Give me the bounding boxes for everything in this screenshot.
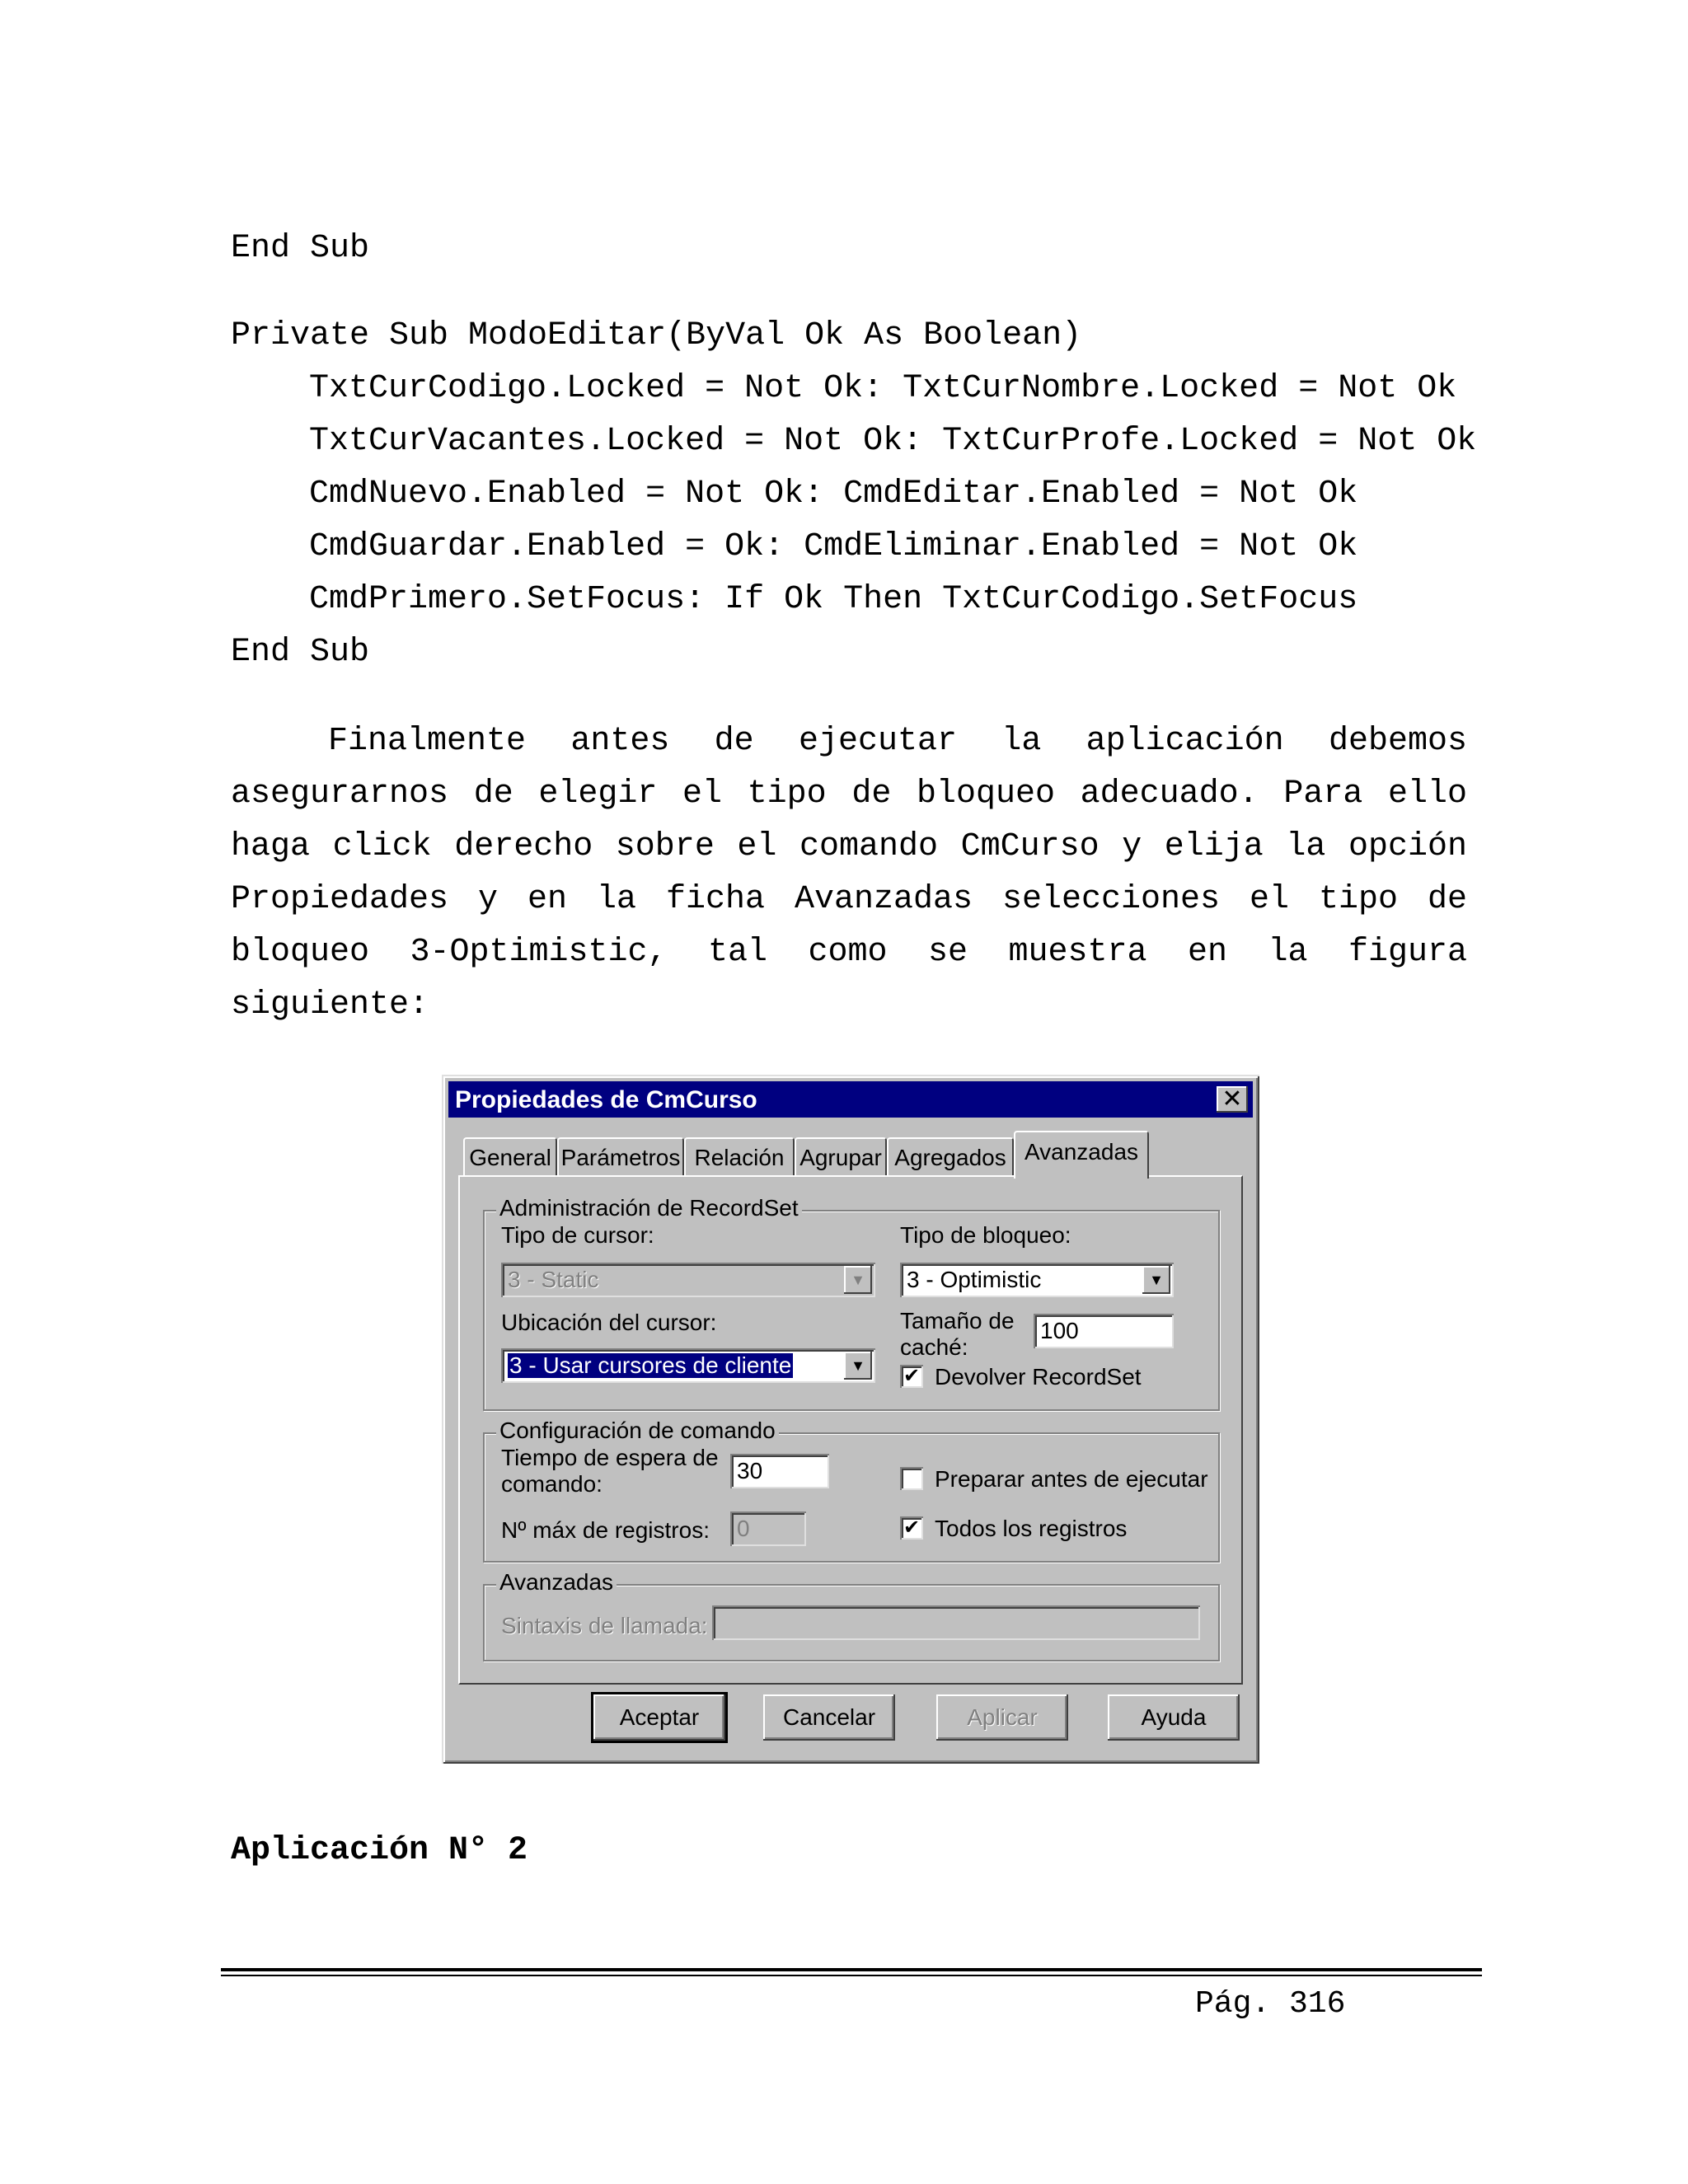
tab-agrupar[interactable]: Agrupar — [795, 1137, 887, 1177]
section-heading: Aplicación N° 2 — [231, 1832, 528, 1869]
footer-rule — [221, 1968, 1482, 1971]
close-icon: ✕ — [1221, 1085, 1243, 1113]
cache-size-label-2: caché: — [900, 1334, 968, 1360]
recordset-group — [483, 1195, 1220, 1411]
timeout-label-2: comando: — [501, 1471, 603, 1497]
timeout-input[interactable]: 30 — [730, 1454, 829, 1488]
check-icon: ✔ — [903, 1516, 921, 1539]
timeout-label: Tiempo de espera de — [501, 1445, 719, 1470]
dialog-titlebar — [448, 1081, 1253, 1118]
command-group-label: Configuración de comando — [496, 1418, 779, 1444]
footer-rule-thin — [221, 1975, 1482, 1976]
code-line: CmdGuardar.Enabled = Ok: CmdEliminar.Enabled = Not Ok — [309, 528, 1358, 565]
code-end-sub: End Sub — [231, 634, 370, 671]
cache-size-label: Tamaño de — [900, 1308, 1015, 1333]
max-records-label: Nº máx de registros: — [501, 1517, 710, 1543]
dialog-title: Propiedades de CmCurso — [455, 1086, 757, 1113]
advanced-group-label: Avanzadas — [496, 1569, 617, 1596]
code-end-sub: End Sub — [231, 230, 370, 267]
cursor-location-label: Ubicación del cursor: — [501, 1310, 717, 1335]
cursor-location-value: 3 - Usar cursores de cliente — [509, 1352, 792, 1378]
lock-type-label: Tipo de bloqueo: — [900, 1222, 1071, 1248]
tab-avanzadas[interactable]: Avanzadas — [1014, 1131, 1149, 1179]
cancel-button[interactable]: Cancelar — [763, 1694, 895, 1741]
lock-type-select[interactable] — [900, 1263, 1174, 1297]
body-paragraph: Finalmente antes de ejecutar la aplicación debemos asegurarnos de elegir el tipo de bloqueo adecuado. Para ello haga click derecho sobre el comando CmCurso y elija la opción Propiedades y en la ficha Avanzadas selecciones el tipo de bloqueo 3-Optimistic, tal como se muestra en la figura siguiente: — [231, 723, 1467, 1024]
command-group — [483, 1418, 1220, 1563]
code-line: CmdPrimero.SetFocus: If Ok Then TxtCurCodigo.SetFocus — [309, 581, 1358, 618]
chevron-down-icon[interactable]: ▼ — [1142, 1266, 1170, 1294]
code-line: CmdNuevo.Enabled = Not Ok: CmdEditar.Enabled = Not Ok — [309, 476, 1358, 513]
ok-button[interactable]: Aceptar — [593, 1694, 725, 1741]
properties-dialog — [442, 1075, 1259, 1764]
apply-button[interactable]: Aplicar — [936, 1694, 1068, 1741]
tab-parametros[interactable]: Parámetros — [557, 1137, 684, 1177]
lock-type-value: 3 - Optimistic — [907, 1267, 1042, 1292]
cursor-type-label: Tipo de cursor: — [501, 1222, 654, 1248]
tab-agregados[interactable]: Agregados — [887, 1137, 1014, 1177]
check-icon: ✔ — [903, 1365, 921, 1387]
cursor-type-value: 3 - Static — [508, 1267, 599, 1292]
page-number: Pág. 316 — [1195, 1986, 1346, 2022]
code-line: TxtCurVacantes.Locked = Not Ok: TxtCurProfe.Locked = Not Ok — [309, 423, 1477, 460]
tab-panel-avanzadas — [458, 1175, 1243, 1685]
recordset-group-label: Administración de RecordSet — [496, 1195, 802, 1221]
return-recordset-label: Devolver RecordSet — [935, 1364, 1142, 1390]
max-records-input[interactable]: 0 — [730, 1511, 806, 1546]
all-records-label: Todos los registros — [935, 1516, 1128, 1541]
code-line: TxtCurCodigo.Locked = Not Ok: TxtCurNombre.Locked = Not Ok — [309, 370, 1457, 407]
call-syntax-label: Sintaxis de llamada: — [501, 1613, 708, 1638]
all-records-checkbox[interactable] — [900, 1516, 923, 1540]
prepare-label: Preparar antes de ejecutar — [935, 1466, 1208, 1492]
chevron-down-icon[interactable]: ▼ — [844, 1352, 872, 1380]
cursor-location-select[interactable] — [501, 1348, 875, 1383]
close-button[interactable] — [1217, 1086, 1248, 1113]
tab-general[interactable]: General — [463, 1137, 557, 1177]
cache-size-input[interactable]: 100 — [1034, 1314, 1174, 1348]
cursor-type-select[interactable] — [501, 1263, 875, 1297]
call-syntax-input[interactable] — [712, 1605, 1200, 1640]
tab-relacion[interactable]: Relación — [684, 1137, 795, 1177]
code-private-sub: Private Sub ModoEditar(ByVal Ok As Boolean) — [231, 317, 1082, 354]
return-recordset-checkbox[interactable] — [900, 1365, 923, 1388]
help-button[interactable]: Ayuda — [1108, 1694, 1240, 1741]
advanced-group — [483, 1569, 1220, 1661]
chevron-down-icon[interactable]: ▼ — [844, 1266, 872, 1294]
prepare-checkbox[interactable] — [900, 1467, 923, 1490]
